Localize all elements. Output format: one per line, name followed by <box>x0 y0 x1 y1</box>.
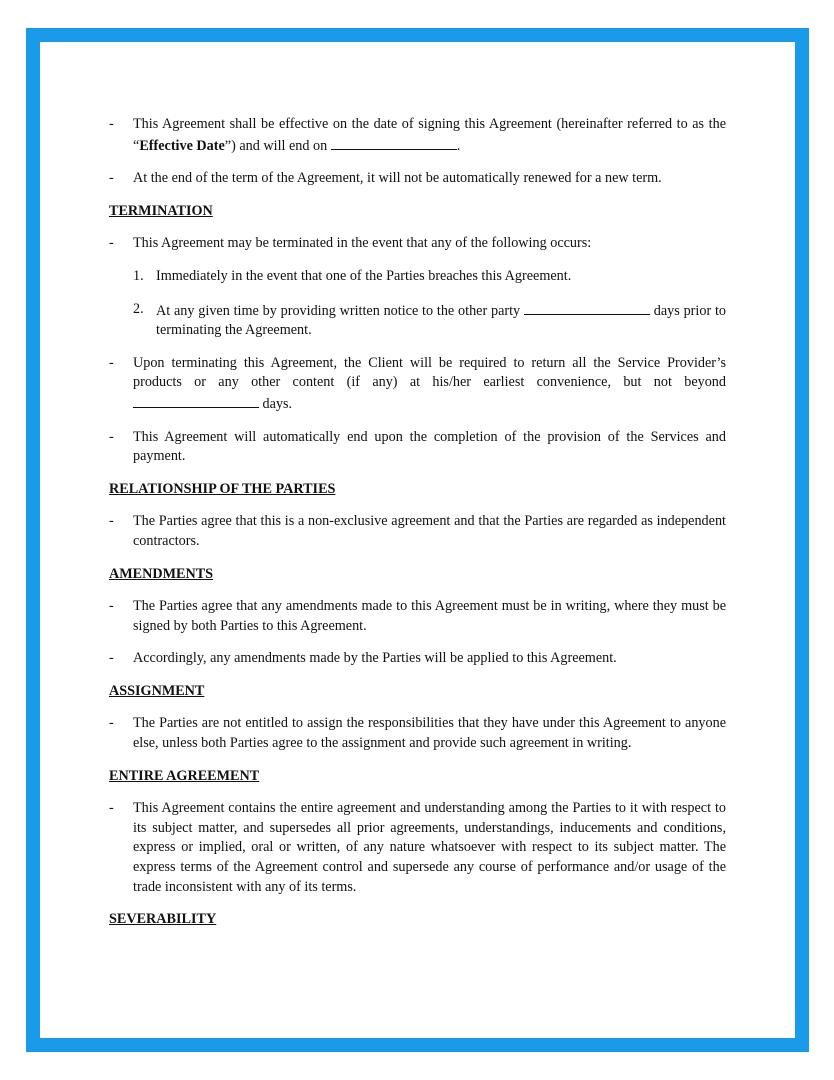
return-products-clause <box>109 354 726 415</box>
return-products-text-post: days. <box>262 395 293 412</box>
bullet-dash: - <box>109 800 114 817</box>
effective-date-end: . <box>456 137 461 154</box>
bullet-dash: - <box>109 235 114 252</box>
termination-item-1 <box>109 267 726 287</box>
return-products-text-pre: Upon terminating this Agreement, the Client will be required to return all the Service Provider’s products or any other content (if any) at his/her earliest convenience, but not beyond <box>133 354 726 391</box>
end-date-blank[interactable] <box>331 135 457 150</box>
bullet-dash: - <box>109 170 114 187</box>
amendments-heading: AMENDMENTS <box>109 565 214 582</box>
termination-item-2-text-post: days prior to terminating the Agreement. <box>156 302 727 339</box>
amendments-text-2: Accordingly, any amendments made by the Parties will be applied to this Agreement. <box>133 650 617 667</box>
assignment-text: The Parties are not entitled to assign the responsibilities that they have under this Agreement to anyone else, unless both Parties agree to the assignment and provide such agreement in writing. <box>133 715 726 752</box>
bullet-dash: - <box>109 598 114 615</box>
termination-item-2 <box>109 300 726 341</box>
amendments-clause-2 <box>109 649 726 669</box>
relationship-clause <box>109 512 726 551</box>
effective-date-text-post: ”) and will end on <box>224 137 328 154</box>
item-number: 2. <box>133 300 144 317</box>
document-body <box>109 115 726 943</box>
entire-agreement-clause <box>109 799 726 897</box>
return-days-blank[interactable] <box>133 393 259 408</box>
bullet-dash: - <box>109 116 114 132</box>
auto-end-text: This Agreement will automatically end upon the completion of the provision of the Services and payment. <box>133 428 726 465</box>
notice-days-blank[interactable] <box>524 300 650 315</box>
termination-item-2-text-pre: At any given time by providing written notice to the other party <box>156 302 521 319</box>
severability-heading: SEVERABILITY <box>109 911 217 928</box>
termination-intro-text: This Agreement may be terminated in the event that any of the following occurs: <box>133 235 592 252</box>
bullet-dash: - <box>109 354 114 371</box>
termination-item-1-text: Immediately in the event that one of the Parties breaches this Agreement. <box>156 267 572 284</box>
bullet-dash: - <box>109 650 114 667</box>
relationship-text: The Parties agree that this is a non-exclusive agreement and that the Parties are regarded as independent contractors. <box>133 513 726 549</box>
auto-end-clause <box>109 428 726 467</box>
assignment-heading: ASSIGNMENT <box>109 682 205 699</box>
effective-date-clause <box>109 115 726 156</box>
no-renewal-clause <box>109 169 726 189</box>
entire-agreement-heading: ENTIRE AGREEMENT <box>109 767 260 784</box>
termination-intro <box>109 234 726 254</box>
bullet-dash: - <box>109 715 114 732</box>
item-number: 1. <box>133 267 144 284</box>
effective-date-term: Effective Date <box>139 137 225 154</box>
amendments-clause-1 <box>109 597 726 636</box>
entire-agreement-text: This Agreement contains the entire agreement and understanding among the Parties to it with respect to its subject matter, and supersedes all prior agreements, understandings, inducements and conditions, express or implied, oral or written, of any nature whatsoever with respect to its subject matter. The express terms of the Agreement control and supersede any course of performance and/or usage of the trade inconsistent with any of its terms. <box>133 800 726 895</box>
bullet-dash: - <box>109 513 114 530</box>
assignment-clause <box>109 714 726 753</box>
effective-date-text-pre: This Agreement shall be effective on the date of signing this Agreement (hereinafter referred to as the “ <box>133 116 726 154</box>
amendments-text-1: The Parties agree that any amendments made to this Agreement must be in writing, where they must be signed by both Parties to this Agreement. <box>133 598 726 634</box>
no-renewal-text: At the end of the term of the Agreement, it will not be automatically renewed for a new term. <box>133 170 662 187</box>
bullet-dash: - <box>109 428 114 445</box>
termination-heading: TERMINATION <box>109 202 213 219</box>
relationship-heading: RELATIONSHIP OF THE PARTIES <box>109 480 336 497</box>
